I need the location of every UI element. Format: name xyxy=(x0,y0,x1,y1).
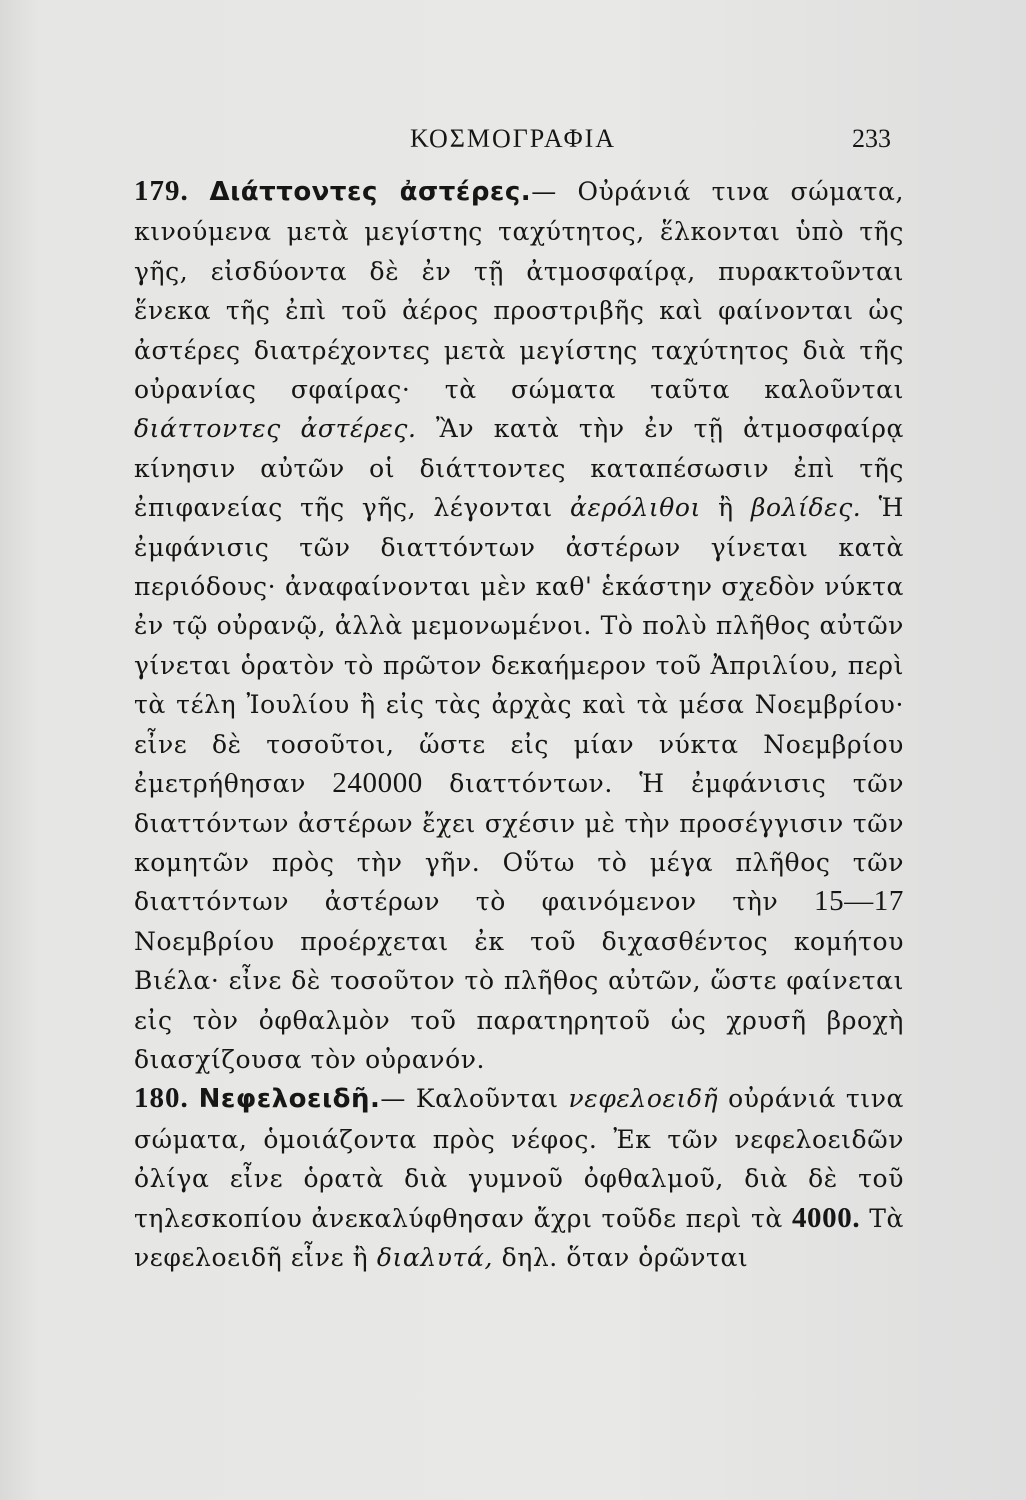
section-number-179: 179. xyxy=(134,175,189,207)
text-179-part-1: — Οὐράνιά τινα σώματα, κινούμενα μετὰ μεγίστης ταχύτητος, ἕλκονται ὑπὸ τῆς γῆς, εἰσδύοντα δὲ ἐν τῇ ἀτμοσφαίρᾳ, πυρακτοῦνται ἕνεκα τῆς ἐπὶ τοῦ ἀέρος προστριβῆς καὶ φαίνονται ὡς ἀστέρες διατρέχοντες μετὰ μεγίστης ταχύτητος διὰ τῆς οὐρανίας σφαίρας· τὰ σώματα ταῦτα καλοῦνται xyxy=(134,177,904,405)
paragraph-180 xyxy=(134,1079,904,1277)
text-179-part-4: Ἡ ἐμφάνισις τῶν διαττόντων ἀστέρων γίνεται κατὰ περιόδους· ἀναφαίνονται μὲν καθ' ἑκάστην σχεδὸν νύκτα ἐν τῷ οὐρανῷ, ἀλλὰ μεμονωμένοι. Τὸ πολὺ πλῆθος αὐτῶν γίνεται ὁρατὸν τὸ πρῶτον δεκαήμερον τοῦ Ἀπριλίου, περὶ τὰ τέλη Ἰουλίου ἢ εἰς τὰς ἀρχὰς καὶ τὰ μέσα Νοεμβρίου· εἶνε δὲ τοσοῦτοι, ὥστε εἰς μίαν νύκτα Νοεμβρίου ἐμετρήθησαν xyxy=(134,493,904,799)
paragraph-179 xyxy=(134,172,904,1079)
text-180-part-3: Τὰ νεφελοειδῆ εἶνε ἢ xyxy=(134,1203,905,1272)
text-179-part-6: Νοεμβρίου προέρχεται ἐκ τοῦ διχασθέντος κομήτου Βιέλα· εἶνε δὲ τοσοῦτον τὸ πλῆθος αὐτῶν, ὥστε φαίνεται εἰς τὸν ὀφθαλμὸν τοῦ παρατηρητοῦ ὡς χρυσῆ βροχὴ διασχίζουσα τὸν οὐρανόν. xyxy=(134,926,904,1074)
text-179-part-5: διαττόντων. Ἡ ἐμφάνισις τῶν διαττόντων ἀστέρων ἔχει σχέσιν μὲ τὴν προσέγγισιν τῶν κομητῶν πρὸς τὴν γῆν. Οὕτω τὸ μέγα πλῆθος τῶν διαττόντων ἀστέρων τὸ φαινόμενον τὴν xyxy=(134,769,905,917)
term-dialyta: διαλυτά, xyxy=(376,1242,494,1272)
section-heading-180: Νεφελοειδῆ. xyxy=(198,1084,381,1115)
term-nefeloeidi: νεφελοειδῆ xyxy=(568,1084,719,1114)
text-179-part-3: ἢ xyxy=(700,493,751,523)
running-head xyxy=(0,118,1026,158)
text-180-part-1: — Καλοῦνται xyxy=(380,1084,569,1114)
running-title: ΚΟΣΜΟΓΡΑΦΙΑ xyxy=(409,124,617,153)
nebulae-count: 4000. xyxy=(791,1201,861,1234)
page-number: 233 xyxy=(852,124,891,153)
meteor-count: 240000 xyxy=(332,767,423,800)
section-heading-179: Διάττοντες ἀστέρες. xyxy=(209,177,532,207)
section-number-180: 180. xyxy=(134,1082,189,1115)
text-179-part-2: Ἂν κατὰ τὴν ἐν τῇ ἀτμοσφαίρᾳ κίνησιν αὐτῶν οἱ διάττοντες καταπέσωσιν ἐπὶ τῆς ἐπιφανείας τῆς γῆς, λέγονται xyxy=(134,414,904,523)
date-range: 15—17 xyxy=(814,885,904,918)
body-text xyxy=(134,172,904,1277)
text-180-part-4: δηλ. ὅταν ὁρῶνται xyxy=(493,1242,749,1272)
term-bolides: βολίδες. xyxy=(750,493,862,523)
term-aerolithoi: ἀερόλιθοι xyxy=(569,493,701,523)
text-180-part-2: οὐράνιά τινα σώματα, ὁμοιάζοντα πρὸς νέφος. Ἐκ τῶν νεφελοειδῶν ὀλίγα εἶνε ὁρατὰ διὰ γυμνοῦ ὀφθαλμοῦ, διὰ δὲ τοῦ τηλεσκοπίου ἀνεκαλύφθησαν ἄχρι τοῦδε περὶ τὰ xyxy=(134,1084,904,1233)
term-diattontes: διάττοντες ἀστέρες. xyxy=(134,414,417,444)
